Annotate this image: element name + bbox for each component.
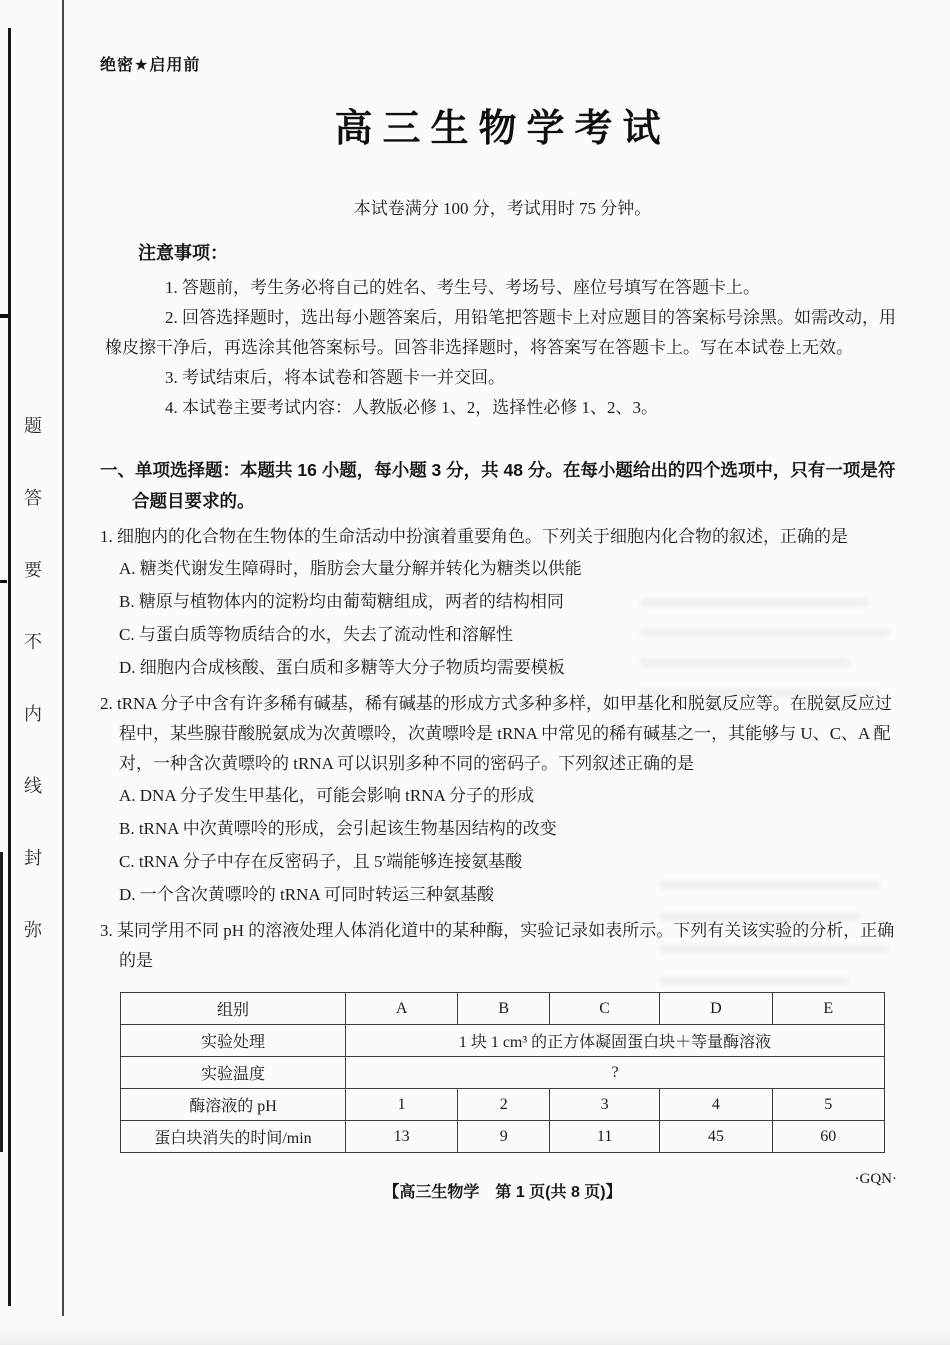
footer-page-label: 【高三生物学 第 1 页(共 8 页)】 <box>383 1184 622 1201</box>
seal-line-inner <box>62 0 64 1316</box>
table-cell: 3 <box>550 1089 660 1121</box>
seal-text-column <box>20 412 46 942</box>
table-cell: 1 <box>346 1089 458 1121</box>
question-option: B. 糖原与植物体内的淀粉均由葡萄糖组成，两者的结构相同 <box>119 592 564 611</box>
seal-char: 弥 <box>24 920 42 940</box>
table-cell: 实验温度 <box>121 1057 346 1089</box>
classification-label: 绝密★启用前 <box>100 57 201 74</box>
table-cell: 酶溶液的 pH <box>121 1089 346 1121</box>
table-cell: 9 <box>458 1121 550 1153</box>
table-cell: C <box>550 993 660 1025</box>
notice-item: 3. 考试结束后，将本试卷和答题卡一并交回。 <box>165 368 505 387</box>
table-cell: 45 <box>660 1121 772 1153</box>
question-2 <box>100 689 905 911</box>
notice-header: 注意事项： <box>138 243 228 263</box>
question-1 <box>100 522 905 684</box>
question-option: A. 糖类代谢发生障碍时，脂肪会大量分解并转化为糖类以供能 <box>119 559 582 578</box>
seal-char: 要 <box>24 560 42 580</box>
table-row <box>121 1057 885 1089</box>
table-row <box>121 1025 885 1057</box>
section-header: 一、单项选择题：本题共 16 小题，每小题 3 分，共 48 分。在每小题给出的四个选项中，只有一项是符合题目要求的。 <box>100 460 896 511</box>
question-stem: 3. 某同学用不同 pH 的溶液处理人体消化道中的某种酶，实验记录如表所示。下列有关该实验的分析，正确的是 <box>100 921 895 970</box>
exam-title: 高三生物学考试 <box>334 108 671 150</box>
table-cell: B <box>458 993 550 1025</box>
table-cell: E <box>772 993 884 1025</box>
table-cell: 组别 <box>121 993 346 1025</box>
notice-item: 1. 答题前，考生务必将自己的姓名、考生号、考场号、座位号填写在答题卡上。 <box>165 278 760 297</box>
question-option: D. 一个含次黄嘌呤的 tRNA 可同时转运三种氨基酸 <box>119 885 494 904</box>
seal-char: 线 <box>24 776 42 796</box>
table-cell: 60 <box>772 1121 884 1153</box>
table-row <box>121 1121 885 1153</box>
table-cell: A <box>346 993 458 1025</box>
table-cell: 4 <box>660 1089 772 1121</box>
edge-mark <box>0 852 3 1152</box>
question-option: C. tRNA 分子中存在反密码子，且 5′端能够连接氨基酸 <box>119 852 523 871</box>
question3-table <box>120 992 885 1153</box>
seal-char: 内 <box>24 704 42 724</box>
seal-char: 不 <box>24 632 42 652</box>
question-option: C. 与蛋白质等物质结合的水，失去了流动性和溶解性 <box>119 625 513 644</box>
question-stem: 1. 细胞内的化合物在生物体的生命活动中扮演着重要角色。下列关于细胞内化合物的叙述，正确的是 <box>100 527 848 546</box>
table-row <box>121 1089 885 1121</box>
table-cell: 蛋白块消失的时间/min <box>121 1121 346 1153</box>
notice-list <box>100 273 905 423</box>
question-option: A. DNA 分子发生甲基化，可能会影响 tRNA 分子的形成 <box>119 786 535 805</box>
exam-subtitle: 本试卷满分 100 分，考试用时 75 分钟。 <box>353 199 652 218</box>
notice-item: 4. 本试卷主要考试内容：人教版必修 1、2，选择性必修 1、2、3。 <box>165 398 658 417</box>
table-cell: 2 <box>458 1089 550 1121</box>
exam-content <box>100 0 905 1202</box>
question-option: D. 细胞内合成核酸、蛋白质和多糖等大分子物质均需要模板 <box>119 658 565 677</box>
question-option: B. tRNA 中次黄嘌呤的形成，会引起该生物基因结构的改变 <box>119 819 557 838</box>
question-3 <box>100 916 905 976</box>
page-footer <box>100 1171 905 1202</box>
seal-char: 封 <box>24 848 42 868</box>
table-row <box>121 993 885 1025</box>
edge-mark <box>0 314 9 318</box>
notice-item: 2. 回答选择题时，选出每小题答案后，用铅笔把答题卡上对应题目的答案标号涂黑。如需改动，用橡皮擦干净后，再选涂其他答案标号。回答非选择题时，将答案写在答题卡上。写在本试卷上无效。 <box>105 308 896 357</box>
table-cell: 13 <box>346 1121 458 1153</box>
edge-mark <box>0 580 7 583</box>
table-cell: 1 块 1 cm³ 的正方体凝固蛋白块＋等量酶溶液 <box>346 1025 885 1057</box>
seal-char: 题 <box>24 416 42 436</box>
table-cell: 实验处理 <box>121 1025 346 1057</box>
footer-code: ·GQN· <box>854 1171 897 1187</box>
table-cell: D <box>660 993 772 1025</box>
table-cell: ? <box>346 1057 885 1089</box>
scan-bottom-shadow <box>0 1327 950 1345</box>
table-cell: 11 <box>550 1121 660 1153</box>
seal-char: 答 <box>24 488 42 508</box>
question-stem: 2. tRNA 分子中含有许多稀有碱基，稀有碱基的形成方式多种多样，如甲基化和脱氨反应等。在脱氨反应过程中，某些腺苷酸脱氨成为次黄嘌呤，次黄嘌呤是 tRNA 中常见的稀有碱基之一，其能够与 U、C、A 配对，一种含次黄嘌呤的 tRNA 可以识别多种不同的密码子。下列叙述正确的是 <box>100 694 892 773</box>
table-cell: 5 <box>772 1089 884 1121</box>
seal-line-outer <box>8 28 11 1306</box>
